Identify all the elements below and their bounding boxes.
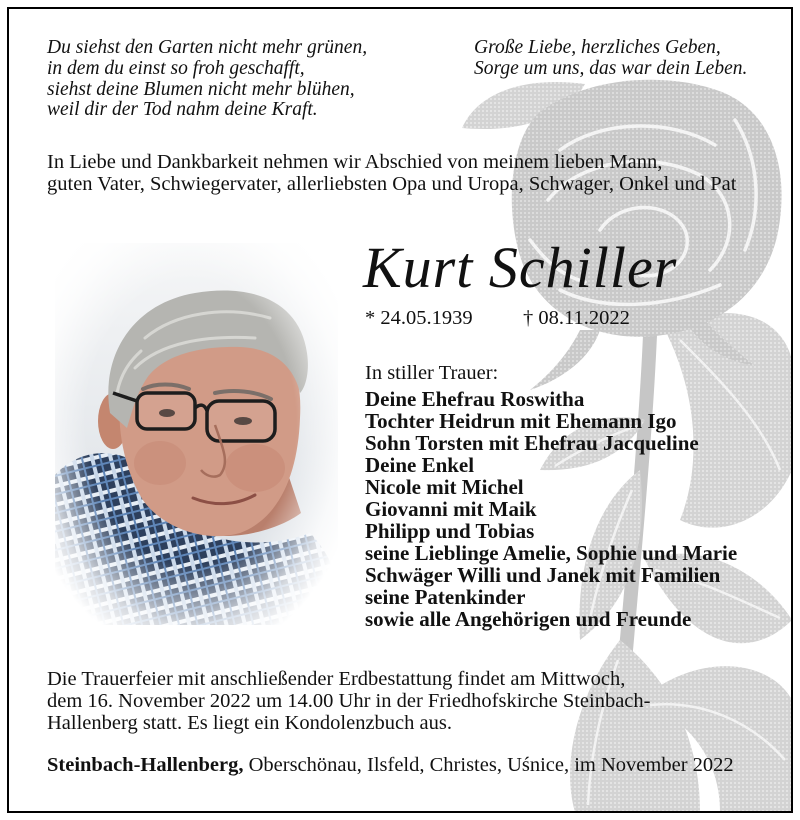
mourner-line: seine Lieblinge Amelie, Sophie und Marie (365, 541, 738, 565)
poem-line: Große Liebe, herzliches Geben, (474, 37, 721, 58)
ceremony-text (47, 668, 650, 734)
death-date: † 08.11.2022 (523, 307, 630, 329)
intro-text (47, 151, 736, 195)
ceremony-line: Die Trauerfeier mit anschließender Erdbestattung findet am Mittwoch, (47, 668, 626, 690)
mourner-line: Schwäger Willi und Janek mit Familien (365, 563, 721, 587)
intro-line: In Liebe und Dankbarkeit nehmen wir Abschied von meinem lieben Mann, (47, 151, 663, 173)
intro-line: guten Vater, Schwiegervater, allerliebsten Opa und Uropa, Schwager, Onkel und Pat (47, 173, 737, 195)
ceremony-line: dem 16. November 2022 um 14.00 Uhr in der Friedhofskirche Steinbach- (47, 690, 651, 712)
place-others: Oberschönau, Ilsfeld, Christes, Uśnice, im November 2022 (248, 754, 734, 776)
mourner-line: Deine Ehefrau Roswitha (365, 387, 585, 411)
mourners-list (365, 388, 737, 630)
poem-line: Du siehst den Garten nicht mehr grünen, (47, 37, 368, 58)
mourner-line: Tochter Heidrun mit Ehemann Igo (365, 409, 677, 433)
mourner-line: sowie alle Angehörigen und Freunde (365, 607, 692, 631)
poem-line: in dem du einst so froh geschafft, (47, 57, 305, 79)
place-main: Steinbach-Hallenberg, (47, 754, 244, 776)
poem-left (47, 38, 367, 121)
photo-vignette (55, 243, 338, 625)
portrait-photo (55, 243, 338, 625)
mourner-line: Sohn Torsten mit Ehefrau Jacqueline (365, 431, 699, 455)
mourner-line: Giovanni mit Maik (365, 497, 537, 521)
mourner-line: Nicole mit Michel (365, 475, 524, 499)
poem-line: siehst deine Blumen nicht mehr blühen, (47, 78, 355, 100)
poem-line: weil dir der Tod nahm deine Kraft. (47, 99, 318, 121)
deceased-name: Kurt Schiller (363, 235, 678, 300)
ceremony-line: Hallenberg statt. Es liegt ein Kondolenzbuch aus. (47, 712, 452, 734)
mourner-line: Philipp und Tobias (365, 519, 535, 543)
mourner-line: seine Patenkinder (365, 585, 526, 609)
mourner-line: Deine Enkel (365, 453, 475, 477)
poem-right (474, 38, 747, 80)
poem-line: Sorge um uns, das war dein Leben. (474, 57, 748, 79)
rose-sepal (530, 330, 600, 390)
birth-date: * 24.05.1939 (365, 307, 473, 329)
place-date-line (47, 754, 734, 776)
mourners-heading: In stiller Trauer: (365, 362, 499, 384)
